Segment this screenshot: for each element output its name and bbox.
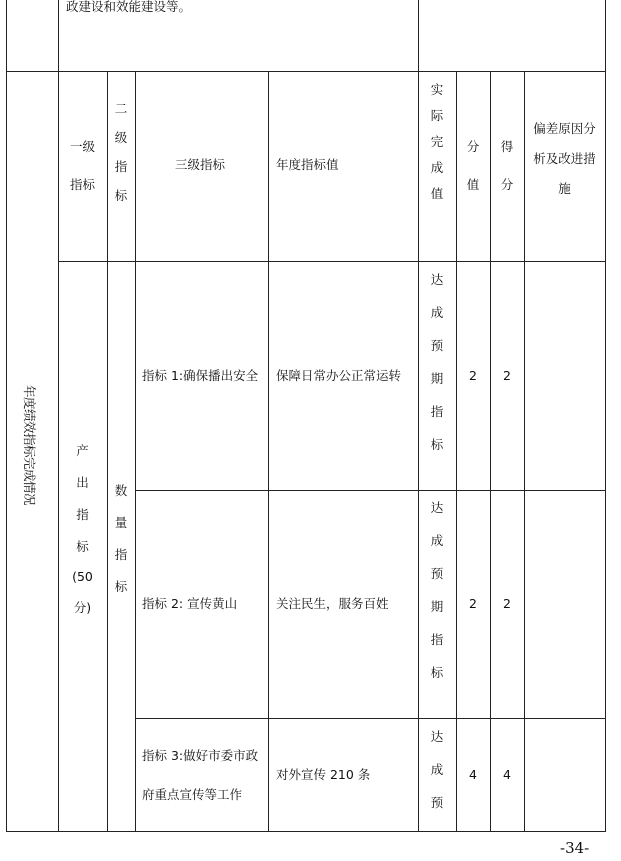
row1-actual-char: 标	[430, 437, 444, 452]
rule-col3	[135, 71, 136, 832]
header-level1-line: 一级	[69, 139, 95, 154]
header-actual-char: 值	[430, 186, 444, 201]
header-actual-char: 完	[430, 134, 444, 149]
rule-left-border	[6, 0, 7, 832]
header-annual-value: 年度指标值	[276, 157, 339, 172]
top-cell-text: 政建设和效能建设等。	[66, 0, 192, 14]
header-deviation-line: 施	[558, 181, 571, 196]
row2-actual-char: 指	[430, 632, 444, 647]
header-score-got-char: 分	[500, 177, 514, 192]
header-score-value-char: 分	[466, 139, 480, 154]
header-level2-char: 标	[114, 188, 128, 203]
row2-actual-char: 成	[430, 533, 444, 548]
header-score-value-char: 值	[466, 177, 480, 192]
row1-actual-char: 期	[430, 371, 444, 386]
group-quantity-indicator	[107, 481, 135, 595]
header-level2	[107, 99, 135, 204]
row1-actual-char: 指	[430, 404, 444, 419]
group-quantity-char: 量	[114, 515, 128, 530]
header-score-value	[456, 137, 490, 193]
rule-right-border	[605, 0, 606, 832]
row2-actual-char: 预	[430, 566, 444, 581]
rule-col4	[268, 71, 269, 832]
header-level2-char: 二	[114, 101, 128, 116]
group-quantity-char: 指	[114, 547, 128, 562]
header-score-got	[490, 137, 524, 193]
row2-indicator: 指标 2: 宣传黄山	[142, 596, 238, 611]
row2-score-value: 2	[469, 596, 477, 611]
rule-row2-bottom	[135, 718, 606, 719]
group-quantity-char: 标	[114, 579, 128, 594]
row1-score-value: 2	[469, 368, 477, 383]
header-actual-char: 成	[430, 160, 444, 175]
group-quantity-char: 数	[114, 483, 128, 498]
header-level2-char: 指	[114, 159, 128, 174]
section-label: 年度绩效指标完成情况	[22, 385, 37, 506]
row3-score-got: 4	[503, 767, 511, 782]
header-actual	[418, 80, 456, 202]
rule-top-row-bottom	[6, 71, 606, 72]
row2-actual-char: 期	[430, 599, 444, 614]
group-output-char: 指	[76, 507, 89, 522]
group-output-char: 标	[76, 539, 89, 554]
row3-annual-value: 对外宣传 210 条	[276, 767, 371, 782]
row3-actual-char: 预	[430, 795, 444, 810]
row3-actual-char: 成	[430, 762, 444, 777]
row3-indicator-line: 指标 3:做好市委市政	[142, 748, 259, 763]
row1-actual-char: 达	[430, 272, 444, 287]
row1-actual-char: 预	[430, 338, 444, 353]
row1-actual	[418, 270, 456, 453]
header-deviation	[524, 119, 605, 197]
row2-annual-value: 关注民生，服务百姓	[276, 596, 389, 611]
page-number: -34-	[560, 839, 590, 857]
row2-actual-char: 达	[430, 500, 444, 515]
header-level1	[58, 137, 107, 193]
rule-row1-bottom	[135, 490, 606, 491]
group-output-indicator	[58, 441, 107, 616]
row1-annual-value: 保障日常办公正常运转	[276, 368, 402, 383]
header-level2-char: 级	[114, 130, 128, 145]
group-output-char: 产	[76, 443, 89, 458]
rule-col1	[58, 0, 59, 832]
row1-indicator: 指标 1:确保播出安全	[142, 368, 259, 383]
row1-actual-char: 成	[430, 305, 444, 320]
group-output-char: 出	[76, 475, 89, 490]
header-level1-line: 指标	[69, 177, 95, 192]
group-output-char: (50	[72, 569, 93, 584]
row1-score-got: 2	[503, 368, 511, 383]
row2-actual-char: 标	[430, 665, 444, 680]
row3-score-value: 4	[469, 767, 477, 782]
header-score-got-char: 得	[500, 139, 514, 154]
row2-actual	[418, 498, 456, 681]
header-deviation-line: 偏差原因分	[533, 121, 596, 136]
row3-actual-char: 达	[430, 729, 444, 744]
rule-table-bottom	[6, 831, 606, 832]
group-output-char: 分)	[73, 600, 92, 615]
header-actual-char: 实	[430, 82, 444, 97]
header-deviation-line: 析及改进措	[533, 151, 596, 166]
row2-score-got: 2	[503, 596, 511, 611]
row3-indicator-line: 府重点宣传等工作	[142, 787, 243, 802]
header-level3: 三级指标	[175, 157, 226, 172]
header-actual-char: 际	[430, 108, 444, 123]
row3-actual	[418, 727, 456, 811]
